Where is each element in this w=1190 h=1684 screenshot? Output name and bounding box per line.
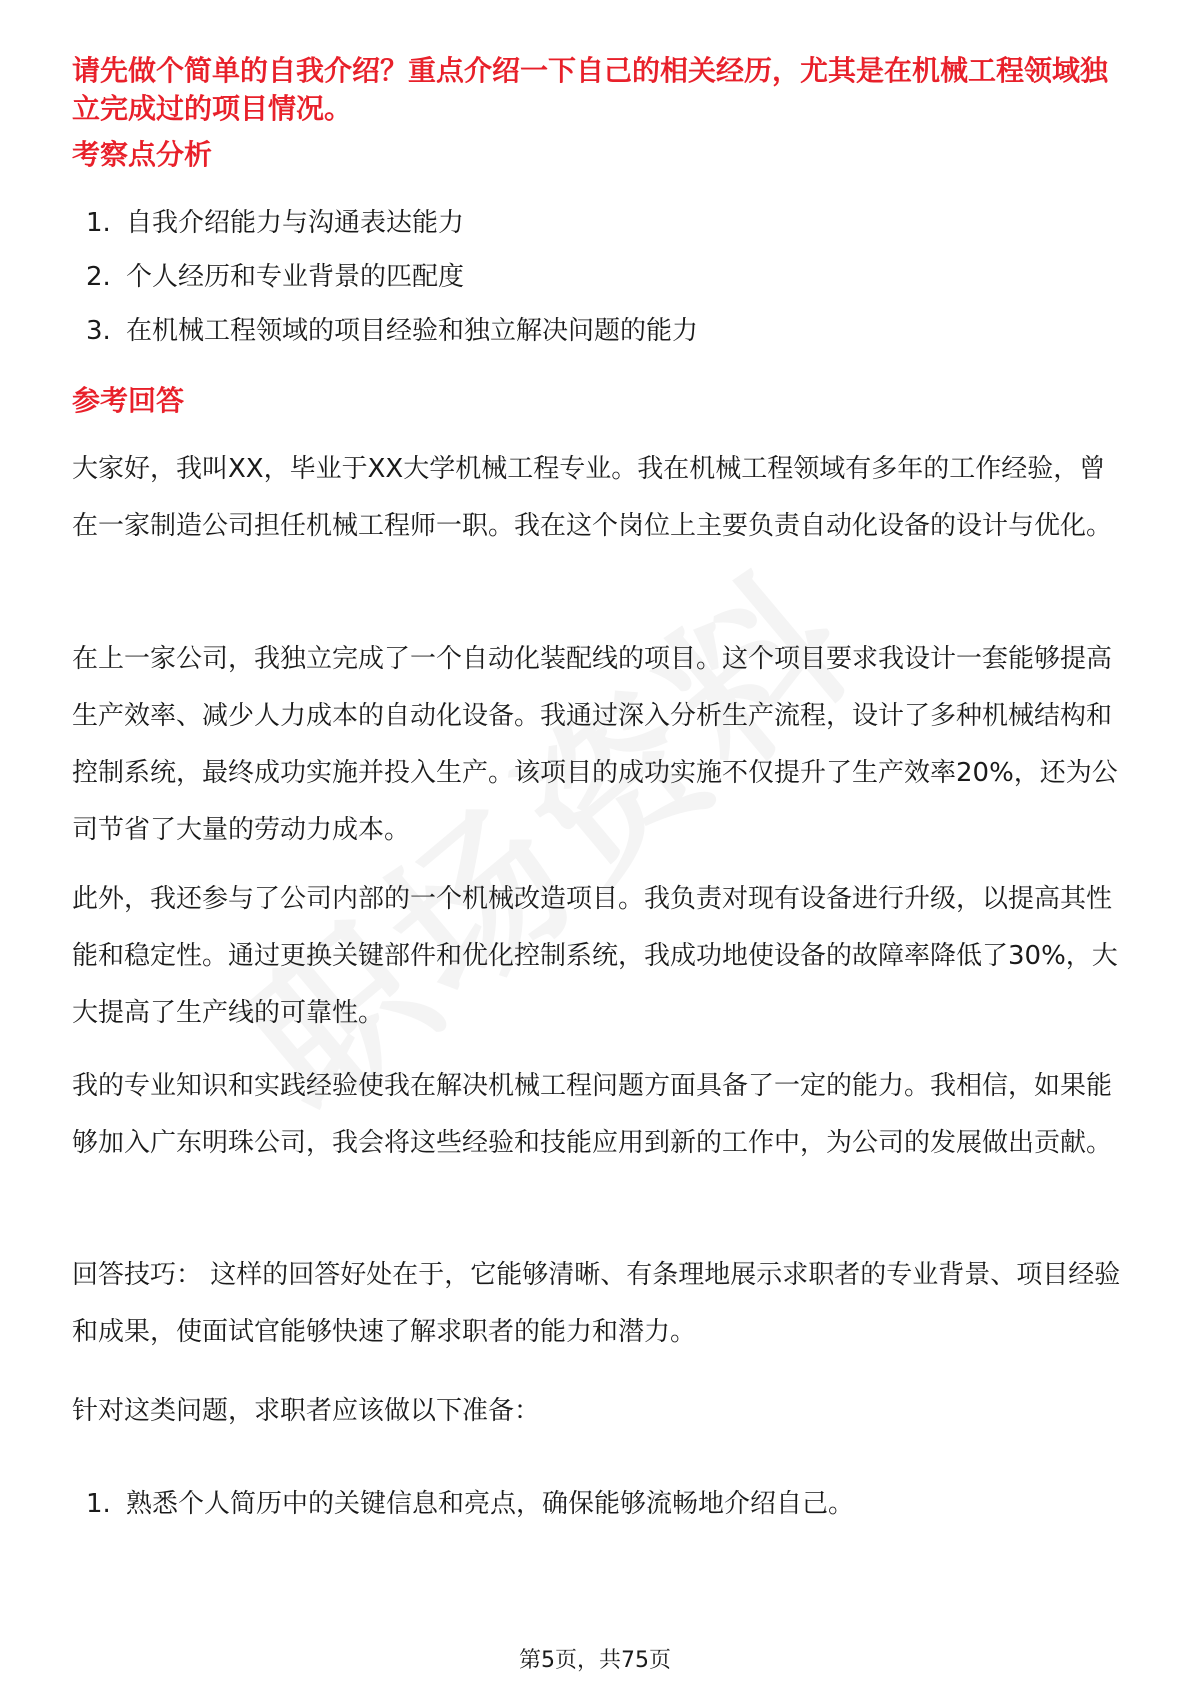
question-title: 请先做个简单的自我介绍？重点介绍一下自己的相关经历，尤其是在机械工程领域独立完成过的项目情况。 (72, 54, 1109, 125)
answer-heading: 参考回答 (72, 384, 185, 417)
prep-item (86, 1486, 1126, 1522)
answer-paragraph: 此外，我还参与了公司内部的一个机械改造项目。我负责对现有设备进行升级，以提高其性能和稳定性。通过更换关键部件和优化控制系统，我成功地使设备的故障率降低了30%，大大提高了生产线的可靠性。 (72, 884, 1118, 1028)
list-number: 3. (86, 316, 111, 346)
answer-paragraph: 在上一家公司，我独立完成了一个自动化装配线的项目。这个项目要求我设计一套能够提高生产效率、减少人力成本的自动化设备。我通过深入分析生产流程，设计了多种机械结构和控制系统，最终成功实施并投入生产。该项目的成功实施不仅提升了生产效率20%，还为公司节省了大量的劳动力成本。 (72, 644, 1118, 845)
tips-paragraph: 回答技巧： 这样的回答好处在于，它能够清晰、有条理地展示求职者的专业背景、项目经验和成果，使面试官能够快速了解求职者的能力和潜力。 (72, 1260, 1121, 1347)
list-text: 个人经历和专业背景的匹配度 (126, 262, 465, 292)
analysis-heading: 考察点分析 (72, 138, 213, 171)
answer-paragraph: 我的专业知识和实践经验使我在解决机械工程问题方面具备了一定的能力。我相信，如果能够加入广东明珠公司，我会将这些经验和技能应用到新的工作中，为公司的发展做出贡献。 (72, 1071, 1113, 1158)
list-text: 在机械工程领域的项目经验和独立解决问题的能力 (126, 316, 699, 346)
list-number: 1. (86, 1489, 111, 1519)
list-number: 1. (86, 208, 111, 238)
analysis-item (86, 259, 1126, 295)
page-number: 第5页，共75页 (519, 1648, 671, 1673)
analysis-item (86, 205, 1126, 241)
list-number: 2. (86, 262, 111, 292)
analysis-item (86, 313, 1126, 349)
list-text: 熟悉个人简历中的关键信息和亮点，确保能够流畅地介绍自己。 (126, 1489, 855, 1519)
list-text: 自我介绍能力与沟通表达能力 (126, 208, 465, 238)
prep-intro: 针对这类问题，求职者应该做以下准备： (72, 1396, 541, 1426)
answer-paragraph: 大家好，我叫XX，毕业于XX大学机械工程专业。我在机械工程领域有多年的工作经验，曾在一家制造公司担任机械工程师一职。我在这个岗位上主要负责自动化设备的设计与优化。 (72, 454, 1113, 541)
